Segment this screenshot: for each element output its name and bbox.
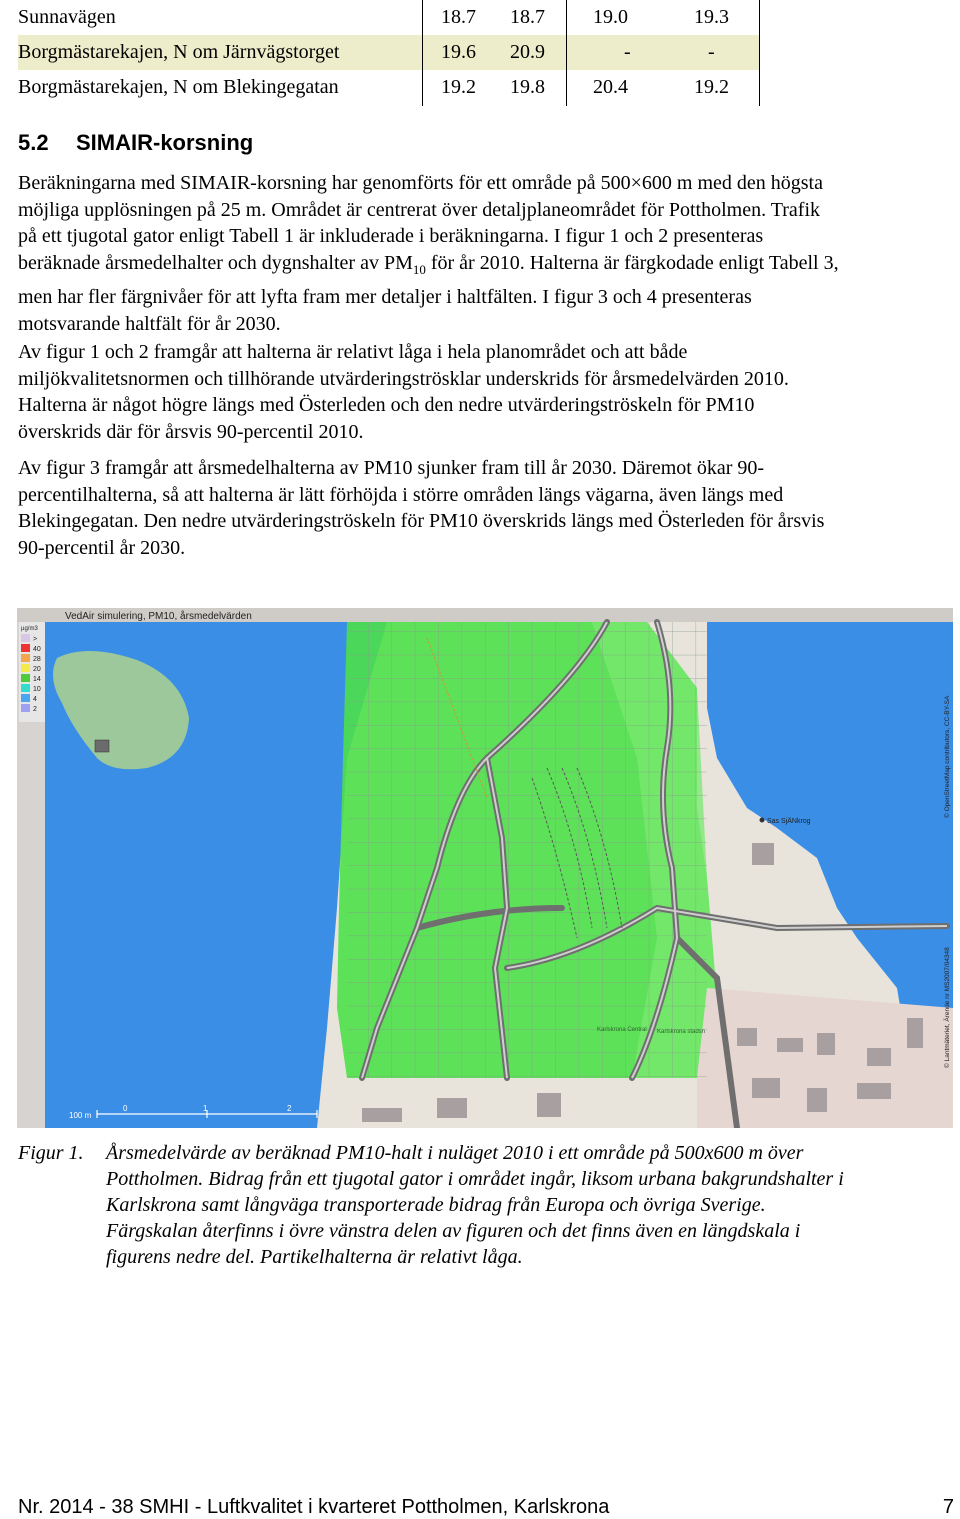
text-line: percentilhalterna, så att halterna är lätt förhöjda i större områden längs vägarna, även längs med: [18, 483, 784, 506]
text-line: beräknade årsmedelhalter och dygnshalter av $PM_{10}$ för år 2010. Halterna är färgkodade enligt Tabell 3,: [18, 252, 839, 278]
building: [867, 1048, 891, 1066]
text-line: möjliga upplösningen på 25 m. Området är centrerat över detaljplaneområdet för Pottholmen. Trafik: [18, 198, 821, 221]
table-row: [18, 70, 760, 105]
building: [95, 740, 109, 752]
place-label: Karlskrona stadsn: [657, 1029, 706, 1035]
table-cell: 18.7: [510, 6, 545, 28]
paragraph-2: [18, 339, 948, 445]
building: [737, 1028, 757, 1046]
legend-swatch: [21, 704, 30, 712]
legend-swatch: [21, 674, 30, 682]
paragraph-1: [18, 170, 948, 337]
building: [777, 1038, 803, 1052]
building: [857, 1083, 891, 1099]
section-number: 5.2: [18, 130, 49, 155]
text-line: men har fler färgnivåer för att lyfta fram mer detaljer i haltfälten. I figur 3 och 4 presenteras: [18, 285, 752, 308]
legend-swatch: [21, 664, 30, 672]
table-row: [18, 0, 760, 35]
map-credit: © Lantmäteriet, Ärende nr MS2007/04348: [944, 947, 951, 1068]
building: [752, 1078, 780, 1098]
building: [817, 1033, 835, 1055]
place-label: Karlskrona Central: [597, 1027, 647, 1033]
text-line: Halterna är något högre längs med Österleden och den nedre utvärderingströskeln för PM10: [18, 394, 755, 416]
table-cell: 19.8: [510, 76, 545, 98]
text-line: Beräkningarna med SIMAIR-korsning har genomförts för ett område på 500×600 m med den högsta: [18, 172, 823, 194]
table-cell: 19.2: [441, 76, 476, 98]
legend-label: 10: [33, 686, 41, 693]
caption-text: [106, 1140, 960, 1270]
text-line: överskrids där för årsvis 90-percentil 2010.: [18, 420, 364, 443]
caption-line: Färgskalan återfinns i övre vänstra delen av figuren och det finns även en längdskala i: [106, 1220, 801, 1242]
text-line: miljökvalitetsnormen och tillhörande utvärderingströsklar underskrids för årsmedelvärden 2010.: [18, 367, 789, 390]
footer-text: Nr. 2014 - 38 SMHI - Luftkvalitet i kvarteret Pottholmen, Karlskrona: [18, 1496, 610, 1518]
paragraph-3: [18, 455, 948, 561]
page-number: 7: [942, 1496, 954, 1518]
caption-line: Karlskrona samt långväga transporterade bidrag från Europa och övriga Sverige.: [106, 1194, 766, 1216]
scale-tick: 1: [203, 1104, 208, 1113]
table-row: [18, 35, 760, 70]
legend-label: >: [33, 636, 38, 643]
table-cell: 20.4: [593, 76, 628, 98]
text-line: på ett tjugotal gator enligt Tabell 1 är inkluderade i beräkningarna. I figur 1 och 2 presenteras: [18, 225, 764, 248]
table-cell: 19.6: [441, 41, 476, 63]
caption-line: Årsmedelvärde av beräknad PM10-halt i nuläget 2010 i ett område på 500x600 m över: [106, 1142, 804, 1164]
legend-label: 20: [33, 666, 41, 673]
pm10-concentration-map: [17, 608, 953, 1128]
text-line: Av figur 1 och 2 framgår att halterna är relativt låga i hela planområdet och att både: [18, 341, 688, 363]
scale-tick: 2: [287, 1104, 292, 1113]
map-title: VedAir simulering, PM10, årsmedelvärden: [65, 611, 252, 622]
caption-label: Figur 1.: [18, 1142, 84, 1164]
building: [807, 1088, 827, 1112]
building: [362, 1108, 402, 1122]
scale-tick: 0: [123, 1104, 128, 1113]
legend-label: 14: [33, 676, 41, 683]
building: [907, 1018, 923, 1048]
concentration-table: [18, 0, 760, 105]
legend-unit: µg/m3: [21, 626, 38, 632]
table-divider: [566, 0, 567, 106]
street-name: Borgmästarekajen, N om Järnvägstorget: [18, 41, 340, 63]
table-cell: -: [708, 41, 715, 63]
color-legend: [19, 622, 45, 722]
legend-swatch: [21, 694, 30, 702]
building: [537, 1093, 561, 1117]
map-credit: © OpenStreetMap contributors, CC-BY-SA: [944, 695, 951, 818]
legend-label: 4: [33, 696, 37, 703]
legend-swatch: [21, 634, 30, 642]
legend-label: 28: [33, 656, 41, 663]
legend-swatch: [21, 644, 30, 652]
table-divider: [759, 0, 760, 106]
section-heading: [18, 130, 253, 156]
legend-label: 2: [33, 706, 37, 713]
legend-label: 40: [33, 646, 41, 653]
place-marker: [760, 818, 765, 823]
text-line: 90-percentil år 2030.: [18, 536, 186, 559]
street-name: Sunnavägen: [18, 6, 116, 28]
table-divider: [422, 0, 423, 106]
table-cell: 18.7: [441, 6, 476, 28]
text-line: Blekingegatan. Den nedre utvärderingströskeln för PM10 överskrids längs med Österleden för årsvis: [18, 510, 825, 532]
text-line: motsvarande haltfält för år 2030.: [18, 312, 281, 335]
computation-grid: [347, 622, 707, 1078]
table-cell: -: [624, 41, 631, 63]
table-cell: 19.0: [593, 6, 628, 28]
table-cell: 20.9: [510, 41, 545, 63]
caption-line: figurens nedre del. Partikelhalterna är relativt låga.: [106, 1246, 523, 1268]
section-title: SIMAIR-korsning: [76, 130, 254, 155]
scale-label: 100 m: [69, 1111, 92, 1120]
caption-line: Pottholmen. Bidrag från ett tjugotal gator i området ingår, liksom urbana bakgrundshalter i: [106, 1168, 844, 1190]
legend-swatch: [21, 654, 30, 662]
table-cell: 19.2: [694, 76, 729, 98]
place-label: Sas SjÄNkrog: [767, 818, 811, 825]
building: [752, 843, 774, 865]
street-name: Borgmästarekajen, N om Blekingegatan: [18, 76, 339, 98]
table-cell: 19.3: [694, 6, 729, 28]
legend-swatch: [21, 684, 30, 692]
building: [437, 1098, 467, 1118]
text-line: Av figur 3 framgår att årsmedelhalterna av PM10 sjunker fram till år 2030. Däremot ökar 90-: [18, 457, 765, 479]
